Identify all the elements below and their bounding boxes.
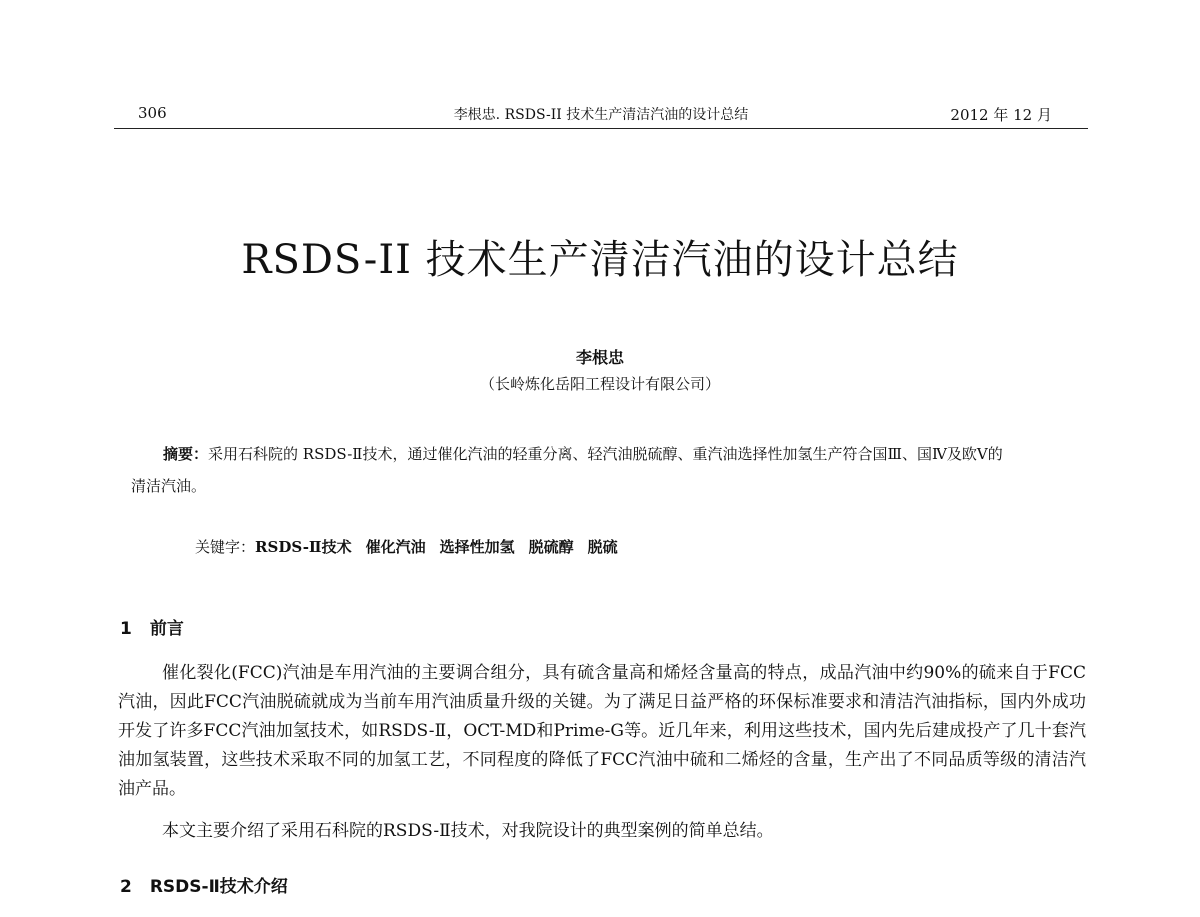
article-title: RSDS-II 技术生产清洁汽油的设计总结	[241, 237, 959, 283]
keyword: 催化汽油	[365, 538, 426, 556]
keyword: 脱硫	[587, 538, 618, 556]
author-name: 李根忠	[575, 348, 624, 367]
running-header	[114, 100, 1088, 129]
keywords	[195, 536, 632, 557]
abstract-label: 摘要：	[163, 445, 209, 463]
running-title: 李根忠. RSDS-II 技术生产清洁汽油的设计总结	[453, 107, 749, 123]
section-title: RSDS-Ⅱ技术介绍	[149, 877, 288, 897]
issue-date: 2012 年 12 月	[950, 106, 1052, 124]
section-heading-rsds	[120, 872, 288, 897]
keywords-label: 关键字：	[195, 538, 256, 556]
section-number: 1	[120, 619, 132, 639]
keyword: 脱硫醇	[528, 538, 574, 556]
author-affiliation: （长岭炼化岳阳工程设计有限公司）	[479, 375, 720, 393]
abstract	[131, 438, 1011, 502]
page-number: 306	[138, 104, 167, 122]
section-heading-intro	[120, 614, 184, 639]
section-title: 前言	[149, 619, 184, 639]
section-number: 2	[120, 877, 132, 897]
abstract-text: 采用石科院的 RSDS-Ⅱ技术，通过催化汽油的轻重分离、轻汽油脱硫醇、重汽油选择性加氢生产符合国Ⅲ、国Ⅳ及欧Ⅴ的清洁汽油。	[131, 445, 1003, 495]
keyword: RSDS-Ⅱ技术	[255, 538, 352, 556]
body-paragraph: 本文主要介绍了采用石科院的RSDS-Ⅱ技术，对我院设计的典型案例的简单总结。	[162, 821, 774, 841]
keyword: 选择性加氢	[439, 538, 515, 556]
body-paragraph: 催化裂化(FCC)汽油是车用汽油的主要调合组分，具有硫含量高和烯烃含量高的特点，成品汽油中约90%的硫来自于FCC汽油，因此FCC汽油脱硫就成为当前车用汽油质量升级的关键。为了满足日益严格的环保标准要求和清洁汽油指标，国内外成功开发了许多FCC汽油加氢技术，如RSDS-Ⅱ，OCT-MD和Prime-G等。近几年来，利用这些技术，国内先后建成投产了几十套汽油加氢装置，这些技术采取不同的加氢工艺，不同程度的降低了FCC汽油中硫和二烯烃的含量，生产出了不同品质等级的清洁汽油产品。	[118, 663, 1086, 799]
